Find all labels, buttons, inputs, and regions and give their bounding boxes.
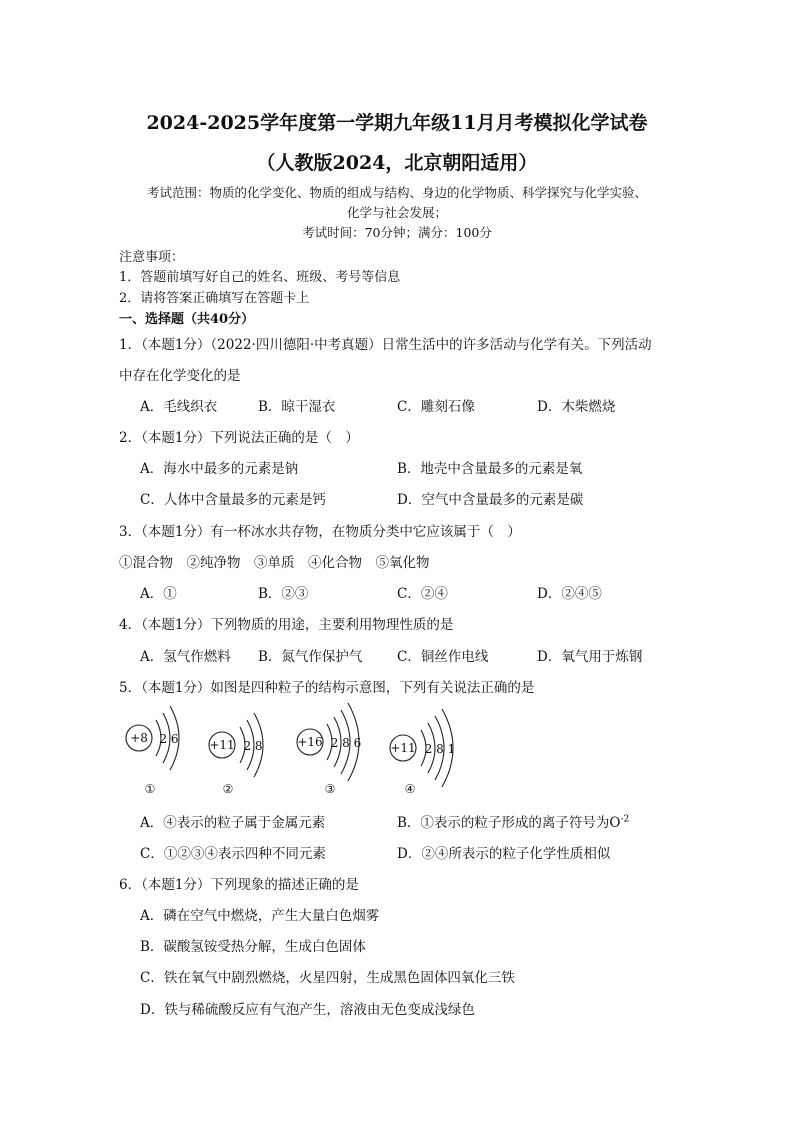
question-5-option-a: A．④表示的粒子属于金属元素 — [140, 815, 326, 831]
question-5-option-b — [397, 811, 629, 831]
question-4-option-b: B．氮气作保护气 — [258, 649, 363, 665]
question-1-stem: 1．（本题1分）（2022·四川德阳·中考真题）日常生活中的许多活动与化学有关。下列活动 — [119, 337, 652, 353]
question-4-stem: 4．（本题1分）下列物质的用途，主要利用物理性质的是 — [119, 617, 454, 633]
note-item-2: 2．请将答案正确填写在答题卡上 — [119, 291, 310, 306]
notes-heading: 注意事项： — [119, 250, 185, 265]
question-6-option-b: B．碳酸氢铵受热分解，生成白色固体 — [140, 939, 366, 955]
atomic-structure-diagram — [110, 698, 490, 798]
particle-label-1: ① — [144, 782, 156, 796]
question-4-option-d: D．氧气用于炼钢 — [537, 649, 643, 665]
exam-subtitle: （人教版2024，北京朝阳适用） — [256, 152, 538, 174]
nucleus-charge-2: +11 — [209, 738, 235, 752]
question-3-stem: 3．（本题1分）有一杯冰水共存物，在物质分类中它应该属于（ ） — [119, 524, 521, 540]
exam-title: 2024-2025学年度第一学期九年级11月月考模拟化学试卷 — [146, 112, 648, 134]
question-5-option-b-text: B．①表示的粒子形成的离子符号为O — [397, 815, 621, 831]
particle-label-3: ③ — [324, 782, 336, 796]
particle-label-4: ④ — [404, 782, 416, 796]
question-1-option-b: B．晾干湿衣 — [258, 399, 336, 415]
electron-shells-1: 2 6 — [159, 732, 179, 746]
question-5-option-c: C．①②③④表示四种不同元素 — [140, 846, 326, 862]
question-2-option-a: A．海水中最多的元素是钠 — [140, 461, 299, 477]
question-1-stem-cont: 中存在化学变化的是 — [119, 368, 241, 384]
electron-shells-4: 2 8 1 — [424, 742, 456, 756]
question-1-option-a: A．毛线织衣 — [140, 399, 218, 415]
electron-shells-2: 2 8 — [243, 739, 263, 753]
nucleus-charge-3: +16 — [297, 735, 323, 749]
question-6-option-d: D．铁与稀硫酸反应有气泡产生，溶液由无色变成浅绿色 — [140, 1002, 475, 1018]
question-4-option-c: C．铜丝作电线 — [397, 649, 489, 665]
ion-charge-superscript: -2 — [620, 814, 630, 825]
question-1-option-c: C．雕刻石像 — [397, 399, 475, 415]
question-2-option-d: D．空气中含量最多的元素是碳 — [397, 492, 584, 508]
scope-line-2: 化学与社会发展； — [346, 205, 447, 220]
electron-shells-3: 2 8 6 — [330, 736, 362, 750]
question-6-option-c: C．铁在氧气中剧烈燃烧，火星四射，生成黑色固体四氧化三铁 — [140, 970, 515, 986]
note-item-1: 1．答题前填写好自己的姓名、班级、考号等信息 — [119, 270, 401, 285]
question-2-stem: 2．（本题1分）下列说法正确的是（ ） — [119, 430, 359, 446]
question-3-choices: ①混合物 ②纯净物 ③单质 ④化合物 ⑤氧化物 — [119, 555, 430, 571]
question-5-stem: 5．（本题1分）如图是四种粒子的结构示意图，下列有关说法正确的是 — [119, 680, 535, 696]
scope-line-1: 考试范围：物质的化学变化、物质的组成与结构、身边的化学物质、科学探究与化学实验、 — [146, 185, 647, 200]
question-3-option-a: A．① — [140, 586, 177, 602]
question-6-option-a: A．磷在空气中燃烧，产生大量白色烟雾 — [140, 908, 380, 924]
question-4-option-a: A．氢气作燃料 — [140, 649, 231, 665]
particle-label-2: ② — [222, 782, 234, 796]
question-2-option-c: C．人体中含量最多的元素是钙 — [140, 492, 326, 508]
exam-time: 考试时间：70分钟；满分：100分 — [302, 225, 492, 240]
question-5-option-d: D．②④所表示的粒子化学性质相似 — [397, 846, 611, 862]
nucleus-charge-4: +11 — [390, 741, 416, 755]
question-6-stem: 6．（本题1分）下列现象的描述正确的是 — [119, 877, 359, 893]
nucleus-charge-1: +8 — [130, 731, 148, 745]
question-2-option-b: B．地壳中含量最多的元素是氧 — [397, 461, 583, 477]
question-3-option-d: D．②④⑤ — [537, 586, 602, 602]
question-1-option-d: D．木柴燃烧 — [537, 399, 616, 415]
question-3-option-c: C．②④ — [397, 586, 448, 602]
question-3-option-b: B．②③ — [258, 586, 309, 602]
section-heading: 一、选择题（共40分） — [119, 312, 255, 327]
